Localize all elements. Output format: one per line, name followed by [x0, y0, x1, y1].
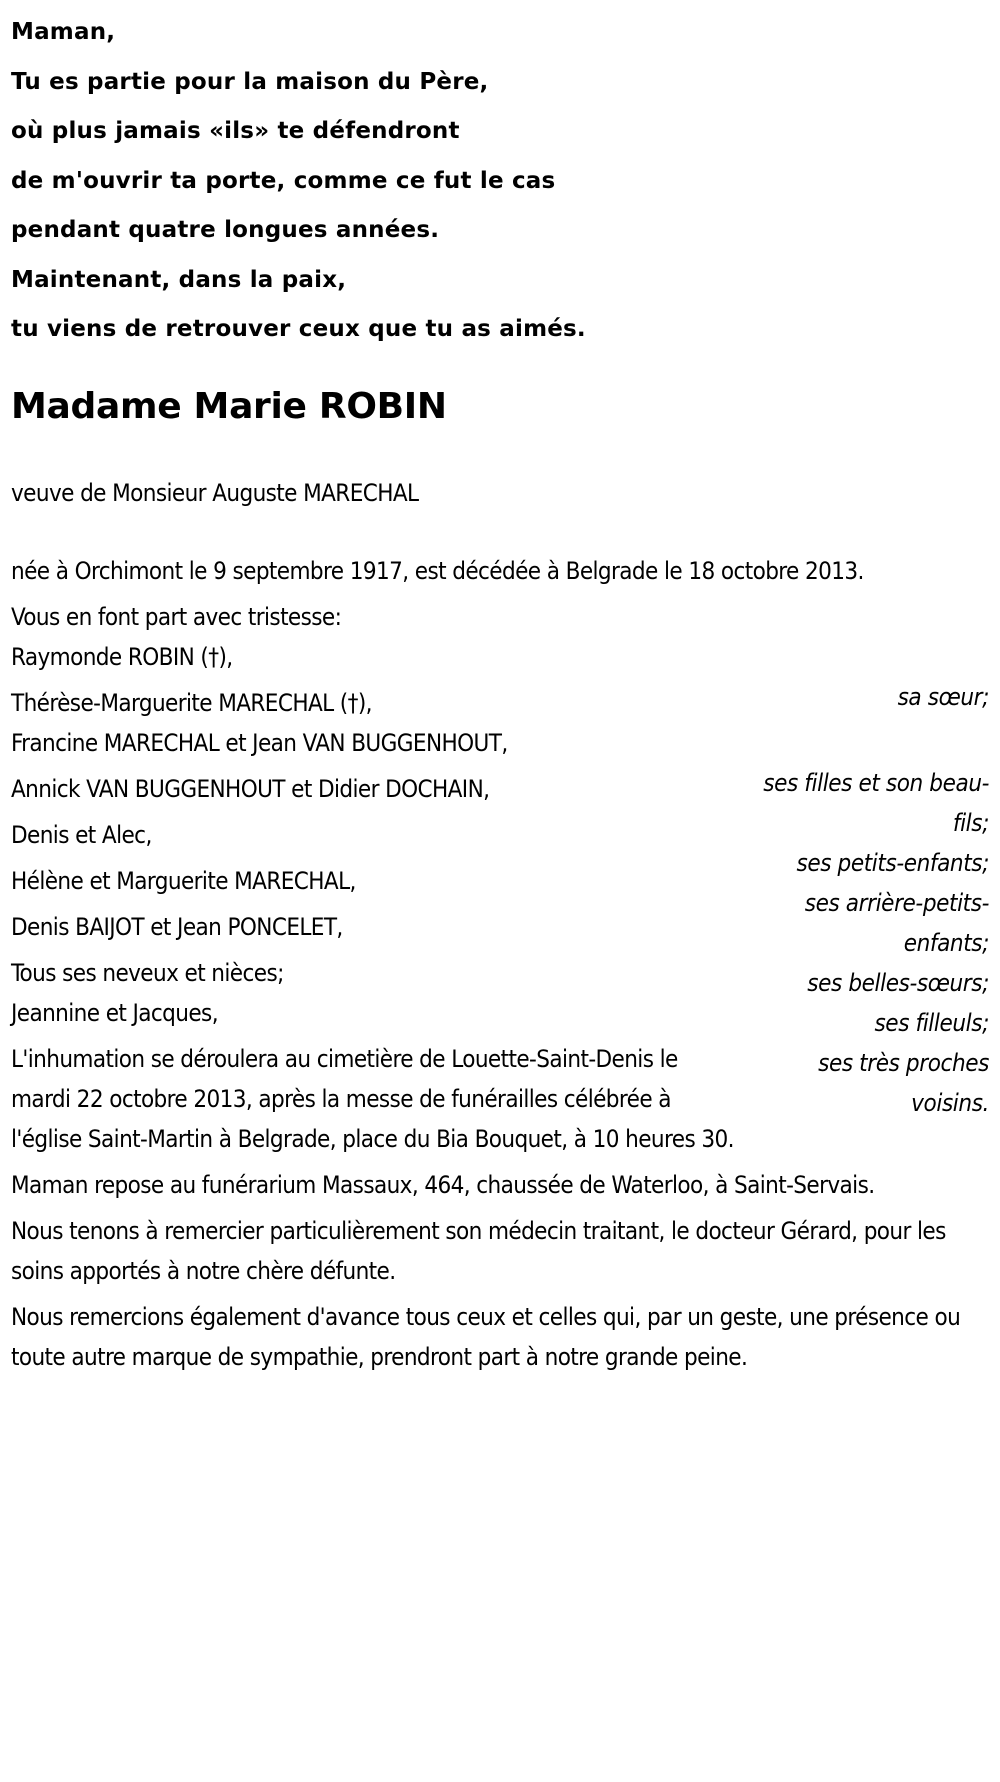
relation-label: ses filleuls; — [874, 1008, 989, 1037]
birth-death: née à Orchimont le 9 septembre 1917, est décédée à Belgrade le 18 octobre 2013. — [11, 556, 864, 585]
family-member: Jeannine et Jacques, — [11, 998, 218, 1027]
family-member: Denis et Alec, — [11, 820, 152, 849]
family-member: Francine MARECHAL et Jean VAN BUGGENHOUT, — [11, 728, 508, 757]
thanks-doctor: Nous tenons à remercier particulièrement son médecin traitant, le docteur Gérard, pour les soins apportés à notre chère défunte. — [11, 1216, 946, 1285]
poem-line: tu viens de retrouver ceux que tu as aimés. — [11, 316, 586, 342]
poem-line: Maman, — [11, 19, 116, 45]
poem-line: de m'ouvrir ta porte, comme ce fut le cas — [11, 167, 556, 194]
announcement-intro: Vous en font part avec tristesse: — [11, 602, 342, 631]
relation-label: sa sœur; — [897, 682, 989, 711]
funeral-home: Maman repose au funérarium Massaux, 464, chaussée de Waterloo, à Saint-Servais. — [11, 1170, 875, 1199]
relation-label: ses arrière-petits-enfants; — [804, 888, 989, 957]
poem-line: Tu es partie pour la maison du Père, — [11, 68, 489, 95]
deceased-name: Madame Marie ROBIN — [11, 385, 447, 427]
relation-label: ses petits-enfants; — [796, 848, 989, 877]
family-member: Hélène et Marguerite MARECHAL, — [11, 866, 356, 895]
thanks-all: Nous remercions également d'avance tous ceux et celles qui, par un geste, une présence ou toute autre marque de sympathie, prendront part à notre grande peine. — [11, 1302, 961, 1371]
family-member: Tous ses neveux et nièces; — [11, 958, 284, 987]
family-member: Annick VAN BUGGENHOUT et Didier DOCHAIN, — [11, 774, 490, 803]
funeral-details: L'inhumation se déroulera au cimetière de Louette-Saint-Denis le mardi 22 octobre 2013, après la messe de funérailles célébrée à l'église Saint-Martin à Belgrade, place du Bia Bouquet, à 10 heures 30. — [11, 1044, 734, 1153]
relation-label: ses filles et son beau-fils; — [763, 768, 989, 837]
poem — [11, 8, 989, 355]
relation-label: ses belles-sœurs; — [807, 968, 989, 997]
widow-of: veuve de Monsieur Auguste MARECHAL — [11, 478, 419, 507]
family-member: Raymonde ROBIN (†), — [11, 642, 233, 671]
poem-line: pendant quatre longues années. — [11, 217, 440, 243]
family-member: Thérèse-Marguerite MARECHAL (†), — [11, 688, 372, 717]
relation-label: ses très proches voisins. — [818, 1048, 989, 1117]
poem-line: où plus jamais «ils» te défendront — [11, 118, 460, 144]
family-member: Denis BAIJOT et Jean PONCELET, — [11, 912, 343, 941]
poem-line: Maintenant, dans la paix, — [11, 266, 347, 293]
